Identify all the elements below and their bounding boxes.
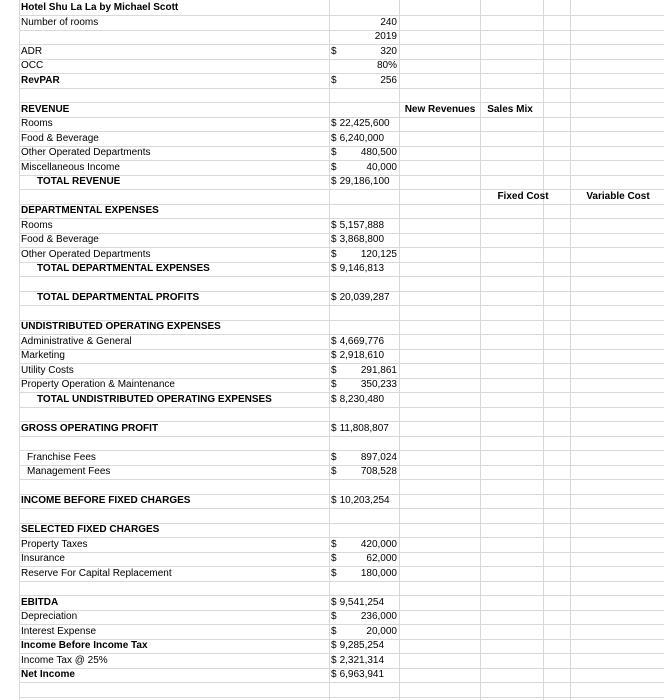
adr-value[interactable]: 320: [380, 45, 397, 57]
row-label[interactable]: Management Fees: [27, 466, 111, 477]
currency-symbol: $: [331, 234, 337, 245]
amount-value: 2,321,314: [339, 654, 385, 666]
currency-symbol: $: [331, 161, 337, 173]
row-amount[interactable]: [331, 161, 397, 176]
row-amount[interactable]: [331, 567, 397, 582]
row-amount[interactable]: [331, 639, 397, 654]
year-value[interactable]: 2019: [374, 31, 397, 42]
row-amount[interactable]: [331, 291, 397, 306]
currency-symbol: $: [331, 219, 337, 231]
row-amount[interactable]: [331, 494, 397, 509]
row-amount[interactable]: [331, 596, 397, 611]
amount-value: 236,000: [360, 611, 397, 622]
row-label[interactable]: Reserve For Capital Replacement: [21, 567, 172, 579]
grid-hline: [19, 102, 664, 103]
grid-hline: [19, 436, 664, 437]
amount-value: 9,541,254: [339, 596, 385, 608]
currency-symbol: $: [331, 611, 337, 622]
currency-symbol: $: [331, 567, 337, 579]
amount-value: 6,963,941: [339, 669, 385, 680]
currency-symbol: $: [331, 393, 337, 405]
variable-cost-header[interactable]: Variable Cost: [586, 191, 650, 202]
row-label[interactable]: GROSS OPERATING PROFIT: [21, 422, 159, 434]
row-amount[interactable]: [331, 175, 397, 190]
amount-value: 9,146,813: [339, 263, 385, 274]
grid-hline: [19, 581, 664, 582]
row-label[interactable]: EBITDA: [21, 596, 59, 608]
amount-value: 291,861: [360, 364, 397, 376]
row-label[interactable]: Food & Beverage: [21, 132, 99, 144]
amount-value: 6,240,000: [339, 132, 385, 144]
currency-symbol: $: [331, 669, 337, 680]
row-amount[interactable]: [331, 378, 397, 393]
row-label[interactable]: Marketing: [21, 350, 65, 361]
currency-symbol: $: [331, 248, 337, 260]
row-label[interactable]: Income Tax @ 25%: [21, 654, 108, 666]
row-amount[interactable]: [331, 233, 397, 248]
row-label[interactable]: UNDISTRIBUTED OPERATING EXPENSES: [21, 321, 221, 332]
amount-value: 11,808,807: [339, 422, 389, 434]
currency-symbol: $: [331, 132, 337, 144]
row-amount[interactable]: [331, 538, 397, 553]
amount-value: 420,000: [360, 538, 397, 550]
row-amount[interactable]: [331, 422, 397, 437]
row-label[interactable]: TOTAL REVENUE: [37, 176, 121, 187]
amount-value: 120,125: [360, 248, 397, 260]
row-label[interactable]: Income Before Income Tax: [21, 640, 148, 651]
currency-symbol: $: [331, 379, 337, 390]
currency-symbol: $: [331, 335, 337, 347]
grid-hline: [19, 88, 664, 89]
amount-value: 20,000: [366, 625, 397, 637]
amount-value: 20,039,287: [339, 292, 390, 303]
row-label[interactable]: Net Income: [21, 669, 75, 680]
sheet-title[interactable]: Hotel Shu La La by Michael Scott: [21, 2, 179, 13]
row-label[interactable]: Administrative & General: [21, 335, 132, 347]
amount-value: 40,000: [366, 161, 397, 173]
row-label[interactable]: TOTAL UNDISTRIBUTED OPERATING EXPENSES: [37, 393, 272, 405]
sales-mix-header[interactable]: Sales Mix: [487, 103, 533, 115]
row-label[interactable]: Food & Beverage: [21, 234, 99, 245]
grid-hline: [19, 697, 664, 698]
amount-value: 3,868,800: [339, 234, 385, 245]
row-label[interactable]: TOTAL DEPARTMENTAL EXPENSES: [37, 263, 210, 274]
row-label[interactable]: Other Operated Departments: [21, 248, 151, 260]
currency-symbol: $: [331, 292, 337, 303]
row-label[interactable]: SELECTED FIXED CHARGES: [21, 524, 160, 535]
fixed-cost-header[interactable]: Fixed Cost: [497, 191, 549, 202]
rooms-label[interactable]: Number of rooms: [21, 16, 99, 28]
row-label[interactable]: Depreciation: [21, 611, 78, 622]
currency-symbol: $: [331, 147, 337, 158]
amount-value: 897,024: [360, 451, 397, 463]
row-label[interactable]: REVENUE: [21, 103, 70, 115]
row-amount[interactable]: [331, 668, 397, 683]
row-label[interactable]: Other Operated Departments: [21, 147, 151, 158]
amount-value: 9,285,254: [339, 640, 385, 651]
row-label[interactable]: INCOME BEFORE FIXED CHARGES: [21, 495, 191, 506]
row-amount[interactable]: [331, 654, 397, 669]
adr-label[interactable]: ADR: [21, 45, 43, 57]
amount-value: 22,425,600: [339, 118, 390, 129]
row-amount[interactable]: [331, 364, 397, 379]
revpar-value[interactable]: 256: [380, 74, 397, 86]
amount-value: 62,000: [366, 553, 397, 564]
revpar-currency: $: [331, 74, 337, 86]
adr-currency: $: [331, 45, 337, 57]
row-amount[interactable]: [331, 610, 397, 625]
row-amount[interactable]: [331, 248, 397, 263]
amount-value: 8,230,480: [339, 393, 385, 405]
currency-symbol: $: [331, 451, 337, 463]
row-amount[interactable]: [331, 262, 397, 277]
row-amount[interactable]: [331, 146, 397, 161]
amount-value: 2,918,610: [339, 350, 385, 361]
currency-symbol: $: [331, 596, 337, 608]
amount-value: 708,528: [360, 466, 397, 477]
currency-symbol: $: [331, 538, 337, 550]
grid-hline: [19, 407, 664, 408]
row-amount[interactable]: [331, 132, 397, 147]
currency-symbol: $: [331, 654, 337, 666]
amount-value: 480,500: [360, 147, 397, 158]
row-amount[interactable]: [331, 117, 397, 132]
row-label[interactable]: Utility Costs: [21, 364, 74, 376]
currency-symbol: $: [331, 176, 337, 187]
row-label[interactable]: Miscellaneous Income: [21, 161, 120, 173]
amount-value: 5,157,888: [339, 219, 385, 231]
currency-symbol: $: [331, 350, 337, 361]
revpar-label[interactable]: RevPAR: [21, 74, 60, 86]
currency-symbol: $: [331, 553, 337, 564]
row-label[interactable]: DEPARTMENTAL EXPENSES: [21, 205, 159, 216]
row-label[interactable]: Insurance: [21, 553, 65, 564]
amount-value: 4,669,776: [339, 335, 385, 347]
new-revenues-header[interactable]: New Revenues: [404, 103, 476, 115]
row-label[interactable]: Rooms: [21, 219, 53, 231]
row-label[interactable]: Rooms: [21, 118, 53, 129]
currency-symbol: $: [331, 625, 337, 637]
currency-symbol: $: [331, 263, 337, 274]
currency-symbol: $: [331, 364, 337, 376]
row-amount[interactable]: [331, 219, 397, 234]
amount-value: 350,233: [360, 379, 397, 390]
row-label[interactable]: Franchise Fees: [27, 451, 96, 463]
currency-symbol: $: [331, 466, 337, 477]
currency-symbol: $: [331, 118, 337, 129]
occ-value[interactable]: 80%: [376, 60, 397, 71]
row-amount[interactable]: [331, 451, 397, 466]
row-label[interactable]: Property Taxes: [21, 538, 88, 550]
currency-symbol: $: [331, 422, 337, 434]
row-label[interactable]: Property Operation & Maintenance: [21, 379, 175, 390]
row-amount[interactable]: [331, 625, 397, 640]
currency-symbol: $: [331, 640, 337, 651]
currency-symbol: $: [331, 495, 337, 506]
amount-value: 10,203,254: [339, 495, 390, 506]
row-amount[interactable]: [331, 465, 397, 480]
row-amount[interactable]: [331, 393, 397, 408]
row-amount[interactable]: [331, 335, 397, 350]
rooms-value[interactable]: 240: [380, 16, 397, 28]
row-amount[interactable]: [331, 349, 397, 364]
amount-value: 29,186,100: [339, 176, 390, 187]
occ-label[interactable]: OCC: [21, 60, 44, 71]
row-label[interactable]: TOTAL DEPARTMENTAL PROFITS: [37, 292, 200, 303]
amount-value: 180,000: [360, 567, 397, 579]
row-amount[interactable]: [331, 552, 397, 567]
row-label[interactable]: Interest Expense: [21, 625, 97, 637]
